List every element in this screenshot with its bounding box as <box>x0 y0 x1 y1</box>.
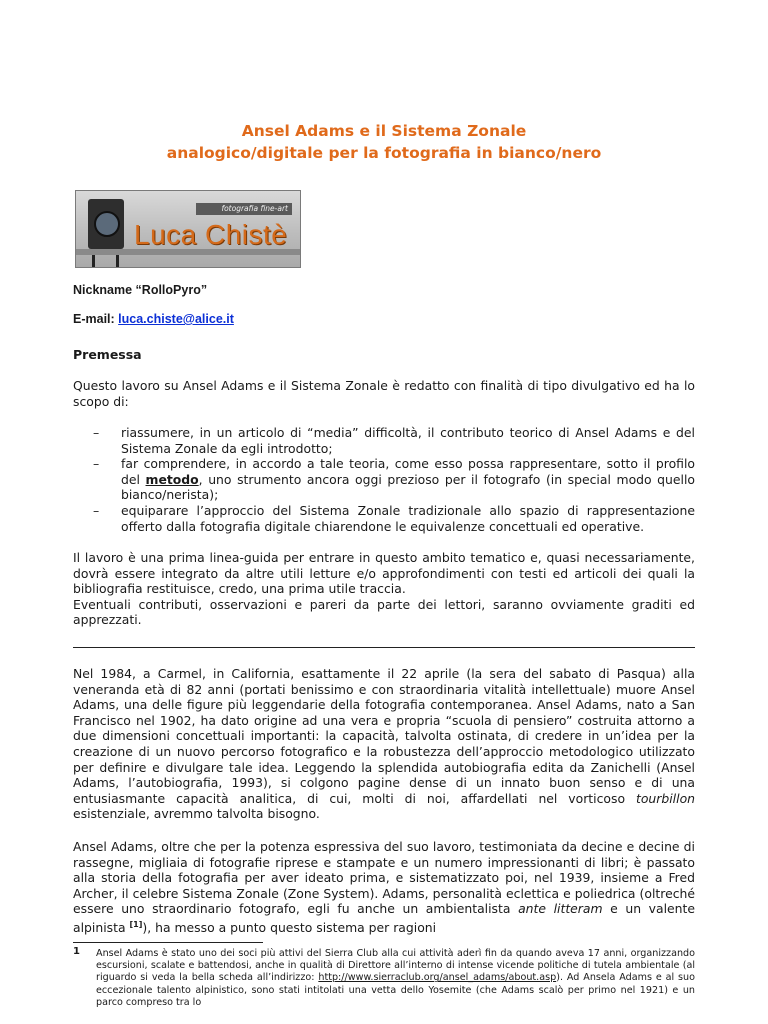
body-text: esistenziale, avremmo talvolta bisogno. <box>73 806 320 822</box>
list-item-text: far comprendere, in accordo a tale teoria, come esso possa rappresentare, sotto il profilo del <box>121 456 695 487</box>
document-title: Ansel Adams e il Sistema Zonale <box>241 122 527 140</box>
document-subtitle: analogico/digitale per la fotografia in bianco/nero <box>166 144 602 162</box>
footnote-body: Ansel Adams è stato uno dei soci più attivi del Sierra Club alla cui attività aderì fin da quando aveva 17 anni, organizzando escursioni, scalate e battendosi, anche in qualità di Direttore all’interno di intense vicende politiche di tutela ambientale (al riguardo si veda la bella scheda all’indirizzo: <box>96 948 695 984</box>
logo-name: Luca Chistè <box>134 219 288 250</box>
body-paragraph-2 <box>73 839 695 936</box>
guide-paragraph: Il lavoro è una prima linea-guida per entrare in questo ambito tematico e, quasi necessariamente, dovrà essere integrato da altre utili letture e/o approfondimenti con testi ed articoli dei quali la bibliografia restituisce, credo, una prima utile traccia. <box>73 550 695 597</box>
list-item-text: equiparare l’approccio del Sistema Zonale tradizionale allo spazio di rappresentazione offerto dalla fotografia digitale chiarendone le equivalenze concettuali ed operative. <box>121 502 695 534</box>
body-text: e un valente alpinista <box>73 901 695 936</box>
section-divider <box>73 647 695 648</box>
nickname-label: Nickname <box>73 283 133 297</box>
logo-tagline: fotografia fine-art <box>196 203 292 215</box>
emphasis-metodo: metodo <box>145 471 199 487</box>
body-text: Ansel Adams, oltre che per la potenza espressiva del suo lavoro, testimoniata da decine e decine di rassegne, migliaia di fotografie riprese e stampate e un numero impressionanti di libri; è passato alla storia della fotografia per aver ideato prima, e sistematizzato poi, nel 1939, insieme a Fred Archer, il celebre Sistema Zonale (Zone System). Adams, personalità eclettica e poliedrica (oltreché essere uno straordinario fotografo, egli fu anche un ambientalista <box>73 839 695 917</box>
nickname-value: “RolloPyro” <box>135 283 208 297</box>
email-line <box>73 312 234 326</box>
list-item <box>93 503 695 534</box>
list-item-text: , uno strumento ancora oggi prezioso per il fotografo (in special modo quello bianco/nerista); <box>121 471 695 503</box>
nickname-line <box>73 283 207 297</box>
dash-bullet: – <box>93 425 100 440</box>
objectives-list <box>93 425 695 534</box>
email-label: E-mail: <box>73 312 115 326</box>
dash-bullet: – <box>93 502 100 518</box>
guide-block <box>73 550 695 628</box>
camera-lens-icon <box>94 211 120 237</box>
footnote-text <box>96 948 695 1009</box>
footnote-body: ). Ad Ansela Adams e al suo eccezionale talento alpinistico, sono stati intitolati una vetta dello Yosemite (che Adams scalò per primo nel 1921) e un parco compreso tra lo <box>96 972 696 1008</box>
body-text: Nel 1984, a Carmel, in California, esattamente il 22 aprile (la sera del sabato di Pasqua) alla veneranda età di 82 anni (portati benissimo e con straordinaria vitalità intellettuale) muore Ansel Adams, una delle figure più leggendarie della fotografia contemporanea. Ansel Adams, nato a San Francisco nel 1902, ha dato origine ad una vera e propria “scuola di pensiero” costruita attorno a due dimensioni concettuali importanti: la capacità, talvolta ostinata, di credere in un’idea per la creazione di un nuovo percorso fotografico e la robustezza dell’approccio metodologico utilizzato per definire e divulgare tale idea. Leggendo la splendida autobiografia edita da Zanichelli (Ansel Adams, l’autobiografia, 1993), si colgono pagine dense di un innato buon senso e di una entusiasmante capacità analitica, di cui, molti di noi, affardellati nel vorticoso <box>73 666 695 806</box>
intro-paragraph: Questo lavoro su Ansel Adams e il Sistema Zonale è redatto con finalità di tipo divulgativo ed ha lo scopo di: <box>73 378 695 409</box>
email-link[interactable]: luca.chiste@alice.it <box>118 312 234 326</box>
author-logo <box>75 190 301 268</box>
footnote-divider <box>73 942 263 943</box>
body-text: ), ha messo a punto questo sistema per ragioni <box>142 920 437 936</box>
italic-term: ante litteram <box>518 901 603 917</box>
footnote-reference[interactable]: [1] <box>129 919 143 929</box>
list-item-text: riassumere, in un articolo di “media” difficoltà, il contributo teorico di Ansel Adams e del Sistema Zonale da egli introdotto; <box>121 425 695 456</box>
list-item <box>93 425 695 456</box>
footnote-number: 1 <box>73 946 80 957</box>
contributions-paragraph: Eventuali contributi, osservazioni e pareri da parte dei lettori, saranno ovviamente graditi ed apprezzati. <box>73 596 695 628</box>
list-item <box>93 456 695 503</box>
section-heading: Premessa <box>73 347 142 362</box>
italic-term: tourbillon <box>635 790 695 806</box>
dash-bullet: – <box>93 456 100 472</box>
footnote-link[interactable]: http://www.sierraclub.org/ansel_adams/about.asp <box>318 972 557 984</box>
body-paragraph-1 <box>73 666 695 822</box>
